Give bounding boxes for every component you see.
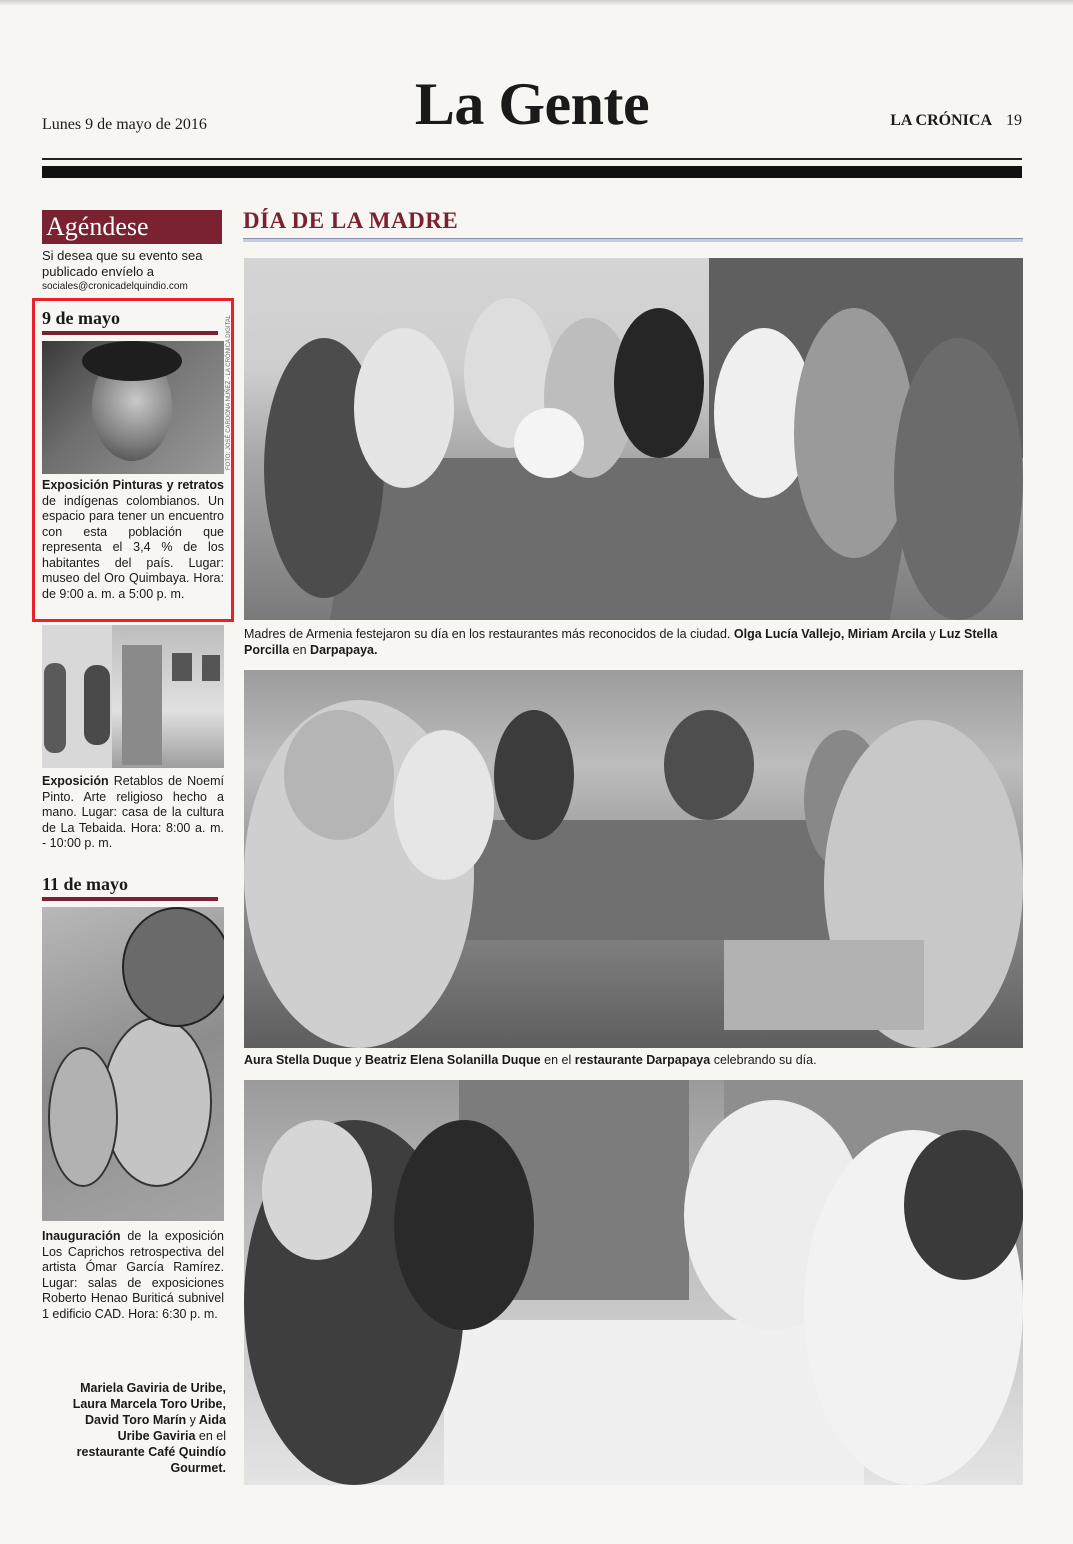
agenda-title: Agéndese [42, 210, 222, 244]
photo-caption: Mariela Gaviria de Uribe, Laura Marcela Toro Uribe, David Toro Marín y Aida Uribe Gaviria en el restaurante Café Quindío Gourmet. [72, 1381, 226, 1475]
person [894, 338, 1023, 620]
drawn-face [48, 1047, 118, 1187]
newspaper-name: LA CRÓNICA [890, 112, 992, 129]
agenda-email: sociales@cronicadelquindio.com [42, 281, 188, 292]
photo-caption: Madres de Armenia festejaron su día en los restaurantes más reconocidos de la ciudad. Olga Lucía Vallejo, Miriam Arcila y Luz Stella Porcilla en Darpapaya. [244, 627, 998, 657]
event-item [42, 308, 224, 602]
page-edge [0, 0, 1073, 6]
retablo-frame [202, 655, 220, 681]
article-header [243, 208, 1023, 242]
event-photo-portrait [42, 341, 224, 474]
agenda-sidebar [42, 210, 224, 293]
issue-date: Lunes 9 de mayo de 2016 [42, 116, 207, 133]
visitor-figure [44, 663, 66, 753]
drawn-hair [122, 907, 224, 1027]
photo-family-table [244, 258, 1023, 620]
red-bag [724, 940, 924, 1030]
person [614, 308, 704, 458]
person [394, 1120, 534, 1330]
event-photo-caprichos [42, 907, 224, 1221]
person [394, 730, 494, 880]
person [664, 710, 754, 820]
drawn-face [102, 1017, 212, 1187]
masthead-rule [42, 158, 1022, 160]
event-date: 9 de mayo [42, 308, 218, 335]
masthead-thick-rule [42, 166, 1022, 178]
event-description: Inauguración de la exposición Los Caprichos retrospectiva del artista Ómar García Ramírez. Lugar: salas de exposiciones Roberto Henao Buriticá subnivel 1 edificio CAD. Hora: 6:30 p. m. [42, 1229, 224, 1321]
photo-restaurant-group [244, 670, 1023, 1048]
flower-centerpiece [514, 408, 584, 478]
event-item [42, 874, 224, 1322]
person-head [262, 1120, 372, 1260]
page-number: 19 [1006, 112, 1022, 129]
portrait-hair [82, 341, 182, 381]
photo-caption: Aura Stella Duque y Beatriz Elena Solanilla Duque en el restaurante Darpapaya celebrando su día. [244, 1053, 817, 1067]
event-description: Exposición Retablos de Noemí Pinto. Arte religioso hecho a mano. Lugar: casa de la cultura de La Tebaida. Hora: 8:00 a. m. - 10:00 p. m. [42, 774, 224, 850]
event-description: Exposición Pinturas y retratos de indígenas colombianos. Un espacio para tener un encuentro con esta población que representa el 3,4 % de los habitantes del país. Lugar: museo del Oro Quimbaya. Hora: de 9:00 a. m. a 5:00 p. m. [42, 478, 224, 601]
photo-cafe-quindio [244, 1080, 1023, 1485]
person [494, 710, 574, 840]
retablo-frame [172, 653, 192, 681]
person-hair [904, 1130, 1023, 1280]
gallery-column [122, 645, 162, 765]
person-head [284, 710, 394, 840]
event-photo-retablos [42, 625, 224, 768]
agenda-intro: Si desea que su evento sea publicado envíelo a [42, 248, 203, 279]
visitor-figure [84, 665, 110, 745]
event-item [42, 625, 224, 852]
headline-underline [243, 238, 1023, 242]
masthead [42, 70, 1022, 160]
section-title: La Gente [414, 71, 650, 137]
article-headline: DÍA DE LA MADRE [243, 208, 459, 233]
photo-credit: FOTO: JOSÉ CARDONA NÚÑEZ - LA CRÓNICA DIGITAL [226, 314, 232, 470]
brand [890, 112, 1022, 130]
dining-table [444, 1320, 864, 1485]
person [354, 328, 454, 488]
event-date: 11 de mayo [42, 874, 218, 901]
